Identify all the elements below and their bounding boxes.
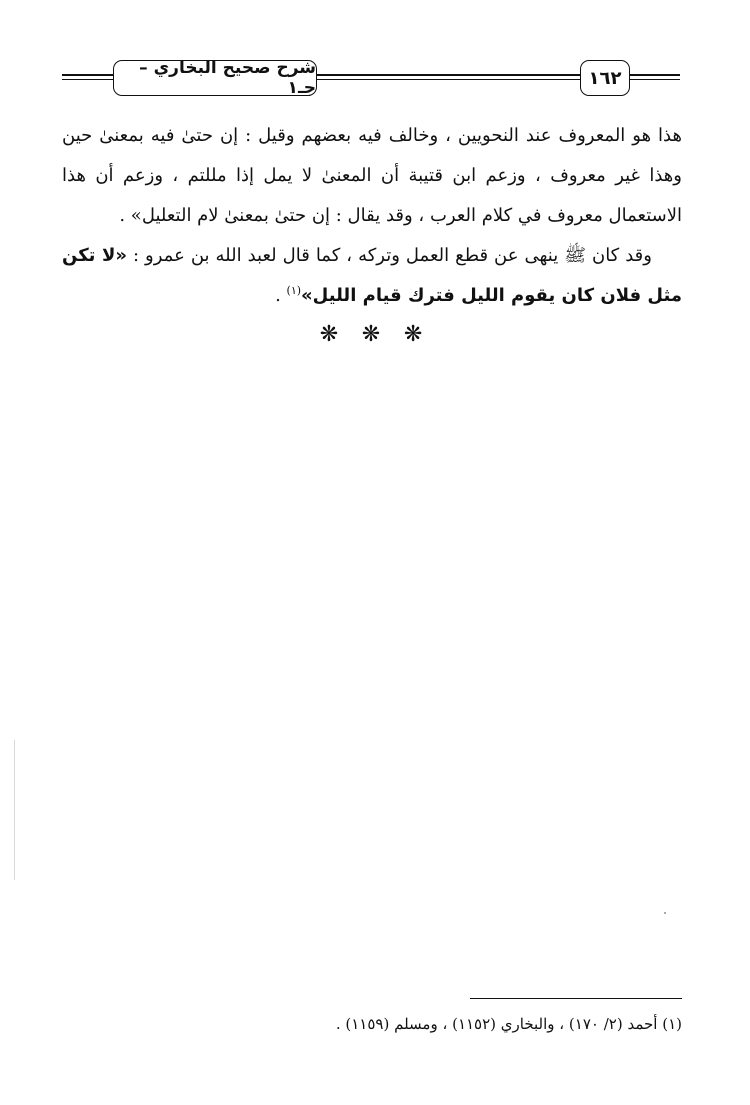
paragraph-1: هذا هو المعروف عند النحويين ، وخالف فيه بعضهم وقيل : إن حتىٰ فيه بمعنىٰ حين وهذا غير معروف ، وزعم ابن قتيبة أن المعنىٰ لا يمل إذا مللتم ، وزعم أن هذا الاستعمال معروف في كلام العرب ، وقد يقال : إن حتىٰ بمعنىٰ لام التعليل» . (62, 125, 682, 226)
section-separator: ❋ ❋ ❋ (319, 322, 431, 347)
hadith-quote: «لا تكن مثل فلان كان يقوم الليل فترك قيام الليل» (62, 245, 682, 306)
paragraph-2-intro: وقد كان ﷺ ينهى عن قطع العمل وتركه ، كما قال لعبد الله بن عمرو : (127, 245, 652, 266)
paragraph-2 (62, 236, 682, 316)
paragraph-2-end: . (275, 285, 287, 306)
scan-edge-mark (14, 740, 15, 880)
page-number: ١٦٢ (580, 60, 630, 96)
scan-dot (664, 912, 666, 914)
footnote: (١) أحمد (٢/ ١٧٠) ، والبخاري (١١٥٢) ، ومسلم (١١٥٩) . (335, 1015, 682, 1033)
footnote-rule (470, 998, 682, 999)
running-title: شرح صحيح البخاري – جـ١ (113, 60, 317, 96)
footnote-ref: (١) (286, 284, 302, 297)
